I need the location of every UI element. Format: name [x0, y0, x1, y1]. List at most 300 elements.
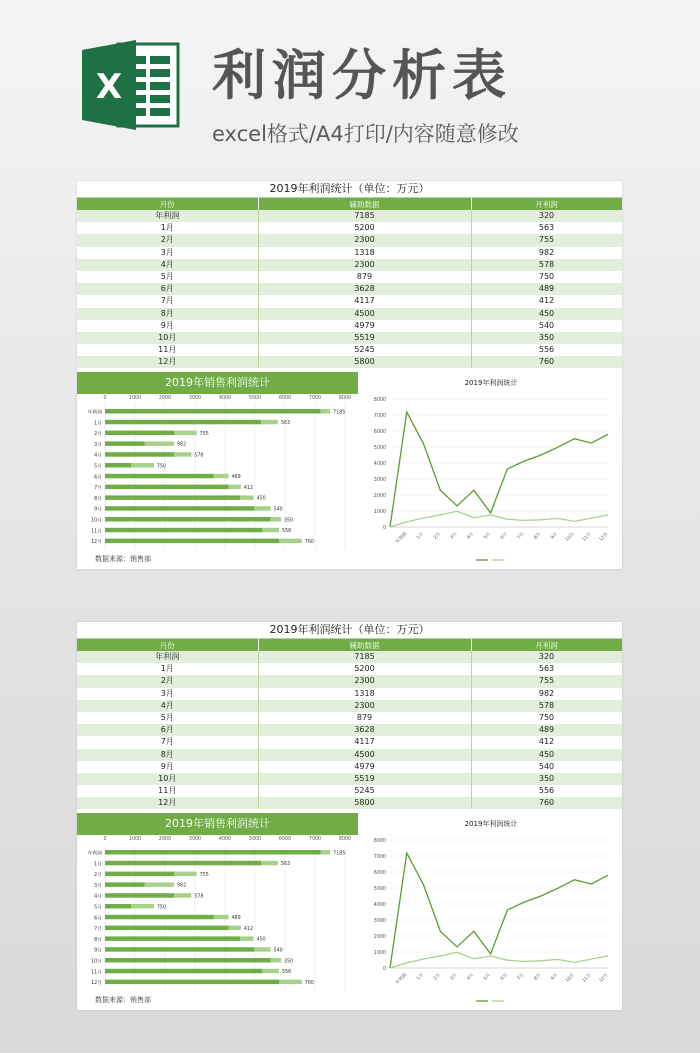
bar-profit: [254, 947, 270, 952]
bar-category-label: 1月: [94, 862, 102, 868]
bar-x-tick-label: 5000: [248, 396, 262, 401]
line-x-tick-label: 年利润: [395, 972, 409, 986]
bar-category-label: 8月: [94, 937, 102, 943]
bar-data-label: 755: [199, 431, 209, 437]
bar-category-label: 4月: [94, 453, 102, 459]
cell-aux: 1318: [258, 688, 471, 700]
cell-month: 年利润: [77, 210, 258, 222]
cell-aux: 5519: [258, 773, 471, 785]
cell-aux: 3628: [258, 724, 471, 736]
bar-aux: [105, 861, 261, 866]
cell-month: 7月: [77, 295, 258, 307]
cell-profit: 350: [471, 332, 622, 344]
charts-area: [77, 813, 622, 1010]
bar-data-label: 755: [199, 872, 209, 878]
table-row: [77, 259, 622, 271]
bar-aux: [105, 528, 262, 533]
bar-data-label: 556: [282, 529, 292, 535]
page-title: 利润分析表: [212, 44, 512, 107]
cell-profit: 578: [471, 700, 622, 712]
cell-profit: 540: [471, 761, 622, 773]
bar-aux: [105, 539, 279, 544]
bar-chart: [77, 813, 358, 1010]
table-row: [77, 356, 622, 368]
bar-x-tick-label: 4000: [218, 396, 232, 401]
bar-profit: [271, 958, 282, 963]
line-y-tick-label: 2000: [373, 493, 386, 499]
cell-month: 7月: [77, 736, 258, 748]
bar-aux: [105, 431, 174, 436]
cell-month: 11月: [77, 785, 258, 797]
cell-profit: 489: [471, 283, 622, 295]
cell-month: 3月: [77, 247, 258, 259]
table-row: [77, 700, 622, 712]
table-row: [77, 344, 622, 356]
cell-profit: 982: [471, 688, 622, 700]
bar-data-label: 489: [231, 916, 241, 922]
bar-profit: [229, 485, 241, 490]
profit-table: [77, 639, 622, 809]
cell-month: 5月: [77, 712, 258, 724]
line-x-tick-label: 7月: [516, 972, 526, 982]
line-chart: [360, 372, 622, 569]
cell-month: 8月: [77, 749, 258, 761]
bar-aux: [105, 420, 261, 425]
bar-aux: [105, 958, 271, 963]
cell-month: 2月: [77, 675, 258, 687]
bar-chart: [77, 372, 358, 569]
line-x-tick-label: 10月: [565, 531, 576, 543]
line-y-tick-label: 1000: [373, 950, 386, 956]
table-header-row: [77, 198, 622, 210]
line-x-tick-label: 3月: [449, 972, 459, 982]
cell-aux: 4117: [258, 295, 471, 307]
bar-data-label: 450: [256, 937, 266, 943]
bar-profit: [321, 409, 331, 414]
bar-category-label: 10月: [91, 959, 102, 965]
bar-x-tick-label: 6000: [278, 837, 292, 842]
table-title: 2019年利润统计（单位：万元）: [77, 181, 622, 198]
cell-profit: 412: [471, 295, 622, 307]
line-x-tick-label: 2月: [432, 531, 442, 541]
bar-data-label: 7185: [333, 410, 346, 416]
table-title: 2019年利润统计（单位：万元）: [77, 622, 622, 639]
cell-month: 5月: [77, 271, 258, 283]
line-x-tick-label: 1月: [416, 531, 425, 541]
bar-aux: [105, 915, 214, 920]
cell-profit: 750: [471, 271, 622, 283]
cell-profit: 578: [471, 259, 622, 271]
bar-profit: [262, 969, 279, 974]
bar-x-tick-label: 1000: [128, 837, 142, 842]
table-row: [77, 688, 622, 700]
cell-month: 2月: [77, 234, 258, 246]
bar-category-label: 年利润: [87, 410, 102, 416]
source-note: 数据来源：销售部: [95, 996, 151, 1004]
cell-profit: 556: [471, 344, 622, 356]
cell-aux: 5245: [258, 785, 471, 797]
line-y-tick-label: 6000: [373, 870, 386, 876]
cell-aux: 4500: [258, 308, 471, 320]
bar-x-tick-label: 5000: [248, 837, 262, 842]
table-row: [77, 295, 622, 307]
bar-profit: [321, 850, 331, 855]
bar-x-tick-label: 2000: [158, 396, 172, 401]
bar-profit: [279, 980, 302, 985]
bar-data-label: 7185: [333, 851, 346, 857]
cell-aux: 2300: [258, 234, 471, 246]
line-y-tick-label: 4000: [373, 461, 386, 467]
line-series-aux: [390, 853, 608, 968]
line-x-tick-label: 11月: [581, 531, 593, 543]
bar-category-label: 6月: [94, 475, 102, 481]
bar-aux: [105, 495, 240, 500]
col-header-month: 月份: [77, 198, 258, 210]
cell-profit: 982: [471, 247, 622, 259]
bar-category-label: 9月: [94, 507, 102, 513]
line-x-tick-label: 12月: [598, 972, 610, 984]
line-y-tick-label: 8000: [373, 397, 386, 403]
table-row: [77, 271, 622, 283]
cell-aux: 2300: [258, 700, 471, 712]
bar-aux: [105, 936, 240, 941]
source-note: 数据来源：销售部: [95, 555, 151, 563]
cell-profit: 450: [471, 308, 622, 320]
cell-month: 10月: [77, 332, 258, 344]
line-y-tick-label: 4000: [373, 902, 386, 908]
line-x-tick-label: 3月: [449, 531, 459, 541]
bar-profit: [145, 882, 174, 887]
bar-data-label: 450: [256, 496, 266, 502]
cell-month: 1月: [77, 222, 258, 234]
bar-aux: [105, 926, 229, 931]
bar-profit: [240, 495, 254, 500]
line-chart-title: 2019年利润统计: [464, 379, 518, 387]
bar-category-label: 1月: [94, 421, 102, 427]
bar-profit: [174, 893, 191, 898]
bar-data-label: 489: [231, 475, 241, 481]
table-row: [77, 761, 622, 773]
bar-profit: [261, 420, 278, 425]
cell-profit: 750: [471, 712, 622, 724]
bar-x-tick-label: 8000: [338, 837, 352, 842]
cell-profit: 556: [471, 785, 622, 797]
cell-month: 3月: [77, 688, 258, 700]
bar-chart-title: 2019年销售利润统计: [77, 813, 358, 835]
bar-data-label: 760: [304, 980, 314, 986]
cell-aux: 4979: [258, 761, 471, 773]
cell-month: 4月: [77, 700, 258, 712]
line-x-tick-label: 12月: [598, 531, 610, 543]
bar-category-label: 12月: [91, 540, 102, 546]
bar-profit: [145, 441, 174, 446]
cell-aux: 2300: [258, 259, 471, 271]
line-x-tick-label: 8月: [533, 972, 543, 982]
cell-aux: 5200: [258, 663, 471, 675]
bar-x-tick-label: 4000: [218, 837, 232, 842]
cell-month: 8月: [77, 308, 258, 320]
header: [0, 0, 700, 170]
bar-profit: [279, 539, 302, 544]
bar-data-label: 750: [156, 464, 167, 470]
line-x-tick-label: 1月: [416, 972, 425, 982]
table-row: [77, 712, 622, 724]
bar-data-label: 578: [194, 453, 204, 459]
bar-aux: [105, 947, 254, 952]
bar-category-label: 11月: [91, 970, 102, 976]
cell-month: 6月: [77, 283, 258, 295]
bar-data-label: 563: [280, 862, 291, 868]
table-row: [77, 651, 622, 663]
cell-month: 11月: [77, 344, 258, 356]
bar-profit: [214, 474, 229, 479]
line-x-tick-label: 4月: [466, 531, 476, 541]
cell-aux: 7185: [258, 210, 471, 222]
bar-aux: [105, 882, 145, 887]
line-x-tick-label: 年利润: [395, 531, 409, 545]
bar-profit: [174, 452, 191, 457]
cell-aux: 4979: [258, 320, 471, 332]
bar-category-label: 6月: [94, 916, 102, 922]
line-x-tick-label: 5月: [483, 972, 493, 982]
bar-data-label: 563: [280, 421, 291, 427]
col-header-month: 月份: [77, 639, 258, 651]
table-row: [77, 247, 622, 259]
col-header-profit: 月利润: [471, 639, 622, 651]
bar-aux: [105, 463, 131, 468]
bar-profit: [214, 915, 229, 920]
line-y-tick-label: 3000: [373, 918, 386, 924]
cell-month: 年利润: [77, 651, 258, 663]
line-series-profit: [390, 511, 608, 527]
bar-x-tick-label: 0: [103, 396, 107, 401]
bar-aux: [105, 506, 254, 511]
bar-x-tick-label: 3000: [188, 837, 202, 842]
line-x-tick-label: 8月: [533, 531, 543, 541]
bar-aux: [105, 969, 262, 974]
cell-month: 1月: [77, 663, 258, 675]
bar-x-tick-label: 1000: [128, 396, 142, 401]
bar-category-label: 10月: [91, 518, 102, 524]
cell-aux: 7185: [258, 651, 471, 663]
bar-aux: [105, 485, 229, 490]
table-row: [77, 724, 622, 736]
table-header-row: [77, 639, 622, 651]
cell-profit: 760: [471, 356, 622, 368]
cell-aux: 4117: [258, 736, 471, 748]
bar-profit: [174, 872, 197, 877]
cell-aux: 879: [258, 712, 471, 724]
line-x-tick-label: 2月: [432, 972, 442, 982]
sheet-preview-1: [77, 181, 622, 569]
cell-profit: 320: [471, 651, 622, 663]
bar-category-label: 年利润: [87, 851, 102, 857]
bar-category-label: 2月: [94, 432, 102, 438]
cell-aux: 5800: [258, 797, 471, 809]
line-chart: [360, 813, 622, 1010]
line-series-profit: [390, 952, 608, 968]
profit-table: [77, 198, 622, 368]
line-y-tick-label: 0: [382, 525, 386, 531]
bar-data-label: 750: [156, 905, 167, 911]
table-row: [77, 222, 622, 234]
line-y-tick-label: 0: [382, 966, 386, 972]
table-row: [77, 308, 622, 320]
cell-month: 4月: [77, 259, 258, 271]
bar-profit: [131, 904, 154, 909]
bar-category-label: 7月: [94, 486, 102, 492]
bar-aux: [105, 517, 271, 522]
line-y-tick-label: 2000: [373, 934, 386, 940]
bar-data-label: 412: [243, 926, 254, 932]
bar-data-label: 350: [284, 959, 294, 965]
excel-logo-icon: [80, 38, 182, 132]
bar-category-label: 11月: [91, 529, 102, 535]
svg-text:X: X: [95, 67, 123, 107]
table-row: [77, 320, 622, 332]
bar-category-label: 5月: [94, 464, 102, 470]
bar-profit: [261, 861, 278, 866]
bar-data-label: 982: [177, 883, 187, 889]
cell-profit: 412: [471, 736, 622, 748]
line-y-tick-label: 5000: [373, 886, 386, 892]
col-header-aux: 辅助数据: [258, 639, 471, 651]
line-series-aux: [390, 412, 608, 527]
line-y-tick-label: 3000: [373, 477, 386, 483]
bar-data-label: 578: [194, 894, 204, 900]
bar-category-label: 5月: [94, 905, 102, 911]
cell-profit: 755: [471, 234, 622, 246]
bar-x-tick-label: 0: [103, 837, 107, 842]
bar-data-label: 982: [177, 442, 187, 448]
col-header-profit: 月利润: [471, 198, 622, 210]
bar-data-label: 540: [273, 948, 283, 954]
bar-aux: [105, 980, 279, 985]
bar-aux: [105, 409, 321, 414]
table-row: [77, 663, 622, 675]
cell-profit: 760: [471, 797, 622, 809]
bar-aux: [105, 893, 174, 898]
line-y-tick-label: 7000: [373, 413, 386, 419]
table-row: [77, 785, 622, 797]
bar-aux: [105, 850, 321, 855]
bar-category-label: 3月: [94, 442, 102, 448]
bar-aux: [105, 904, 131, 909]
cell-aux: 5800: [258, 356, 471, 368]
charts-area: [77, 372, 622, 569]
bar-profit: [240, 936, 254, 941]
cell-profit: 755: [471, 675, 622, 687]
cell-month: 10月: [77, 773, 258, 785]
bar-profit: [254, 506, 270, 511]
line-x-tick-label: 9月: [550, 531, 560, 541]
line-x-tick-label: 7月: [516, 531, 526, 541]
line-chart-title: 2019年利润统计: [464, 820, 518, 828]
line-y-tick-label: 5000: [373, 445, 386, 451]
bar-x-tick-label: 7000: [308, 396, 322, 401]
cell-aux: 5519: [258, 332, 471, 344]
cell-profit: 563: [471, 222, 622, 234]
bar-category-label: 9月: [94, 948, 102, 954]
line-x-tick-label: 6月: [500, 972, 509, 982]
cell-profit: 563: [471, 663, 622, 675]
cell-aux: 2300: [258, 675, 471, 687]
cell-profit: 540: [471, 320, 622, 332]
bar-x-tick-label: 6000: [278, 396, 292, 401]
cell-aux: 879: [258, 271, 471, 283]
line-y-tick-label: 6000: [373, 429, 386, 435]
line-x-tick-label: 9月: [550, 972, 560, 982]
line-x-tick-label: 6月: [500, 531, 509, 541]
table-row: [77, 210, 622, 222]
bar-x-tick-label: 7000: [308, 837, 322, 842]
table-row: [77, 675, 622, 687]
cell-month: 9月: [77, 761, 258, 773]
bar-data-label: 412: [243, 485, 254, 491]
cell-profit: 489: [471, 724, 622, 736]
bar-category-label: 12月: [91, 981, 102, 987]
table-row: [77, 773, 622, 785]
bar-profit: [262, 528, 279, 533]
bar-profit: [174, 431, 197, 436]
line-y-tick-label: 1000: [373, 509, 386, 515]
line-x-tick-label: 11月: [581, 972, 593, 984]
table-row: [77, 736, 622, 748]
bar-profit: [271, 517, 282, 522]
bar-data-label: 540: [273, 507, 283, 513]
bar-category-label: 7月: [94, 927, 102, 933]
bar-data-label: 556: [282, 970, 292, 976]
bar-x-tick-label: 3000: [188, 396, 202, 401]
bar-profit: [131, 463, 154, 468]
cell-profit: 320: [471, 210, 622, 222]
cell-month: 12月: [77, 797, 258, 809]
cell-aux: 4500: [258, 749, 471, 761]
table-row: [77, 797, 622, 809]
bar-profit: [229, 926, 241, 931]
line-x-tick-label: 10月: [565, 972, 576, 984]
sheet-preview-2: [77, 622, 622, 1010]
bar-x-tick-label: 8000: [338, 396, 352, 401]
line-y-tick-label: 8000: [373, 838, 386, 844]
bar-category-label: 2月: [94, 873, 102, 879]
cell-aux: 1318: [258, 247, 471, 259]
cell-month: 12月: [77, 356, 258, 368]
table-row: [77, 749, 622, 761]
bar-category-label: 3月: [94, 883, 102, 889]
bar-category-label: 4月: [94, 894, 102, 900]
cell-profit: 450: [471, 749, 622, 761]
cell-month: 6月: [77, 724, 258, 736]
bar-x-tick-label: 2000: [158, 837, 172, 842]
line-x-tick-label: 5月: [483, 531, 493, 541]
bar-data-label: 760: [304, 539, 314, 545]
bar-aux: [105, 474, 214, 479]
page-subtitle: excel格式/A4打印/内容随意修改: [212, 122, 519, 146]
cell-profit: 350: [471, 773, 622, 785]
table-row: [77, 234, 622, 246]
cell-aux: 5200: [258, 222, 471, 234]
line-y-tick-label: 7000: [373, 854, 386, 860]
cell-month: 9月: [77, 320, 258, 332]
bar-aux: [105, 872, 174, 877]
bar-data-label: 350: [284, 518, 294, 524]
cell-aux: 3628: [258, 283, 471, 295]
table-row: [77, 283, 622, 295]
bar-chart-title: 2019年销售利润统计: [77, 372, 358, 394]
bar-aux: [105, 452, 174, 457]
col-header-aux: 辅助数据: [258, 198, 471, 210]
